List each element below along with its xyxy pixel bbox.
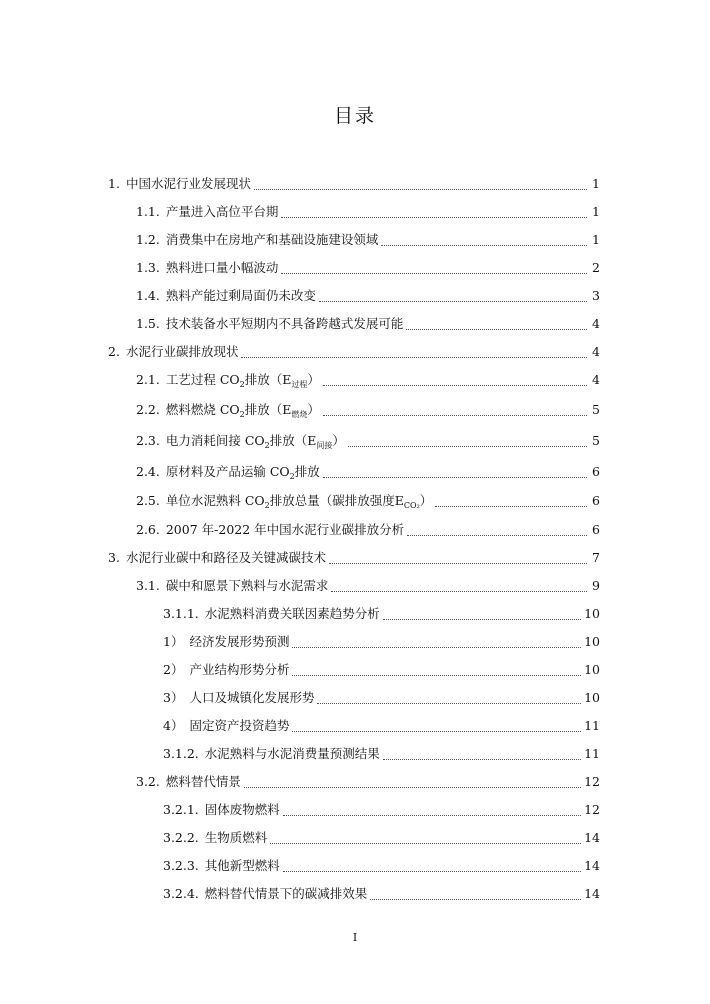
toc-entry-label: 产业结构形势分析 xyxy=(189,662,290,677)
toc-entry[interactable] xyxy=(163,716,600,736)
toc-entry-number: 3.1.2. xyxy=(163,746,199,761)
toc-entry-page: 9 xyxy=(592,578,600,593)
dot-leader xyxy=(323,415,587,416)
toc-entry-number: 2.6. xyxy=(136,522,160,537)
toc-entry-number: 2.3. xyxy=(136,433,160,448)
toc-entry-number: 3.2.1. xyxy=(163,802,199,817)
toc-entry-label: 固定资产投资趋势 xyxy=(189,718,290,733)
toc-entry-number: 1） xyxy=(163,634,184,649)
toc-entry-label: 人口及城镇化发展形势 xyxy=(189,690,315,705)
toc-entry-label: 固体废物燃料 xyxy=(204,802,280,817)
toc-entry[interactable] xyxy=(136,370,600,390)
dot-leader xyxy=(370,899,581,900)
dot-leader xyxy=(331,591,587,592)
dot-leader xyxy=(254,189,587,190)
toc-entry-label: 水泥熟料消费关联因素趋势分析 xyxy=(204,606,380,621)
dot-leader xyxy=(270,843,581,844)
toc-entry-label: 电力消耗间接 $CO_2$排放$(E_{间接})$ xyxy=(165,433,345,450)
toc-entry[interactable] xyxy=(136,400,600,420)
toc-entry-page: 10 xyxy=(584,634,600,649)
toc-entry-page: 14 xyxy=(584,858,600,873)
toc-entry-number: 1.5. xyxy=(136,316,160,331)
dot-leader xyxy=(283,815,581,816)
toc-entry-label: 燃料替代情景下的碳减排效果 xyxy=(204,886,368,901)
toc-entry-label: 碳中和愿景下熟料与水泥需求 xyxy=(165,578,329,593)
toc-entry-number: 3.1. xyxy=(136,578,160,593)
toc-entry-label: 水泥行业碳排放现状 xyxy=(125,344,239,359)
toc-entry-label: 技术装备水平短期内不具备跨越式发展可能 xyxy=(165,316,404,331)
toc-entry[interactable] xyxy=(108,548,600,568)
toc-entry[interactable] xyxy=(163,632,600,652)
toc-entry-label: 原材料及产品运输 $CO_2$排放 xyxy=(165,464,320,481)
toc-entry-label: 经济发展形势预测 xyxy=(189,634,290,649)
dot-leader xyxy=(319,301,587,302)
dot-leader xyxy=(348,446,587,447)
toc-entry[interactable] xyxy=(163,856,600,876)
toc-entry-label: 熟料进口量小幅波动 xyxy=(165,260,279,275)
toc-entry-number: 2.1. xyxy=(136,372,160,387)
toc-entry[interactable] xyxy=(136,230,600,250)
toc-entry-number: 3.2.2. xyxy=(163,830,199,845)
toc-entry-number: 1.2. xyxy=(136,232,160,247)
toc-entry[interactable] xyxy=(108,174,600,194)
toc-entry-label: 燃料替代情景 xyxy=(165,774,241,789)
toc-entry-number: 2. xyxy=(108,344,120,359)
dot-leader xyxy=(407,535,587,536)
toc-entry[interactable] xyxy=(108,342,600,362)
toc-entry-number: 1. xyxy=(108,176,120,191)
toc-entry-number: 3.1.1. xyxy=(163,606,199,621)
toc-entry-page: 12 xyxy=(584,774,600,789)
dot-leader xyxy=(283,871,581,872)
toc-entry[interactable] xyxy=(163,744,600,764)
toc-entry-page: 11 xyxy=(584,718,600,733)
toc-entry[interactable] xyxy=(136,286,600,306)
toc-entry-label: 其他新型燃料 xyxy=(204,858,280,873)
toc-entry-page: 10 xyxy=(584,662,600,677)
toc-entry[interactable] xyxy=(136,431,600,451)
page-number-footer: I xyxy=(352,931,358,944)
dot-leader xyxy=(381,245,587,246)
toc-entry-page: 3 xyxy=(592,288,600,303)
dot-leader xyxy=(323,477,587,478)
toc-entry-page: 4 xyxy=(592,344,600,359)
toc-entry-label: 生物质燃料 xyxy=(204,830,268,845)
toc-entry[interactable] xyxy=(136,314,600,334)
toc-entry-page: 14 xyxy=(584,830,600,845)
toc-entry-number: 2.2. xyxy=(136,402,160,417)
toc-entry[interactable] xyxy=(136,462,600,482)
toc-entry-number: 3. xyxy=(108,550,120,565)
dot-leader xyxy=(383,759,581,760)
toc-entry-number: 1.4. xyxy=(136,288,160,303)
toc-entry-label: 2007 年-2022 年中国水泥行业碳排放分析 xyxy=(165,522,405,537)
toc-entry-page: 6 xyxy=(592,522,600,537)
dot-leader xyxy=(292,731,581,732)
toc-entry-page: 5 xyxy=(592,402,600,417)
toc-entry-label: 消费集中在房地产和基础设施建设领域 xyxy=(165,232,379,247)
dot-leader xyxy=(435,506,587,507)
toc-entry[interactable] xyxy=(163,884,600,904)
toc-entry[interactable] xyxy=(136,202,600,222)
dot-leader xyxy=(292,675,581,676)
toc-entry-number: 1.1. xyxy=(136,204,160,219)
toc-entry-page: 1 xyxy=(592,204,600,219)
toc-entry-number: 3.2.3. xyxy=(163,858,199,873)
toc-entry[interactable] xyxy=(163,688,600,708)
toc-entry-page: 11 xyxy=(584,746,600,761)
dot-leader xyxy=(406,329,587,330)
toc-entry[interactable] xyxy=(163,800,600,820)
toc-entry-page: 2 xyxy=(592,260,600,275)
dot-leader xyxy=(292,647,581,648)
toc-entry-label: 燃料燃烧 $CO_2$排放$(E_{燃烧})$ xyxy=(165,402,320,419)
toc-entry[interactable] xyxy=(163,828,600,848)
dot-leader xyxy=(244,787,581,788)
page-title: 目录 xyxy=(333,105,376,127)
toc-entry-page: 10 xyxy=(584,606,600,621)
dot-leader xyxy=(323,385,587,386)
toc-entry-label: 工艺过程 $CO_2$排放$(E_{过程})$ xyxy=(165,372,320,389)
toc-entry[interactable] xyxy=(136,772,600,792)
toc-entry-number: 2.4. xyxy=(136,464,160,479)
toc-entry-number: 3.2.4. xyxy=(163,886,199,901)
toc-entry-page: 4 xyxy=(592,372,600,387)
toc-entry-page: 4 xyxy=(592,316,600,331)
toc-entry-number: 3） xyxy=(163,690,184,705)
toc-entry-label: 单位水泥熟料 $CO_2$排放总量（碳排放强度$E_{CO_2}$） xyxy=(165,493,433,510)
toc-entry-page: 5 xyxy=(592,433,600,448)
dot-leader xyxy=(281,273,587,274)
dot-leader xyxy=(241,357,587,358)
toc-entry-page: 12 xyxy=(584,802,600,817)
toc-entry-page: 1 xyxy=(592,176,600,191)
toc-entry[interactable] xyxy=(136,258,600,278)
toc-entry-label: 产量进入高位平台期 xyxy=(165,204,279,219)
toc-entry[interactable] xyxy=(136,520,600,540)
dot-leader xyxy=(317,703,581,704)
toc-entry-page: 14 xyxy=(584,886,600,901)
toc-entry[interactable] xyxy=(163,604,600,624)
toc-entry-page: 10 xyxy=(584,690,600,705)
toc-entry-label: 熟料产能过剩局面仍未改变 xyxy=(165,288,316,303)
toc-entry-page: 6 xyxy=(592,464,600,479)
toc-entry-page: 1 xyxy=(592,232,600,247)
dot-leader xyxy=(383,619,581,620)
toc-entry[interactable] xyxy=(163,660,600,680)
toc-entry-number: 2.5. xyxy=(136,493,160,508)
toc-entry-label: 水泥熟料与水泥消费量预测结果 xyxy=(204,746,380,761)
dot-leader xyxy=(329,563,587,564)
toc-entry-number: 4） xyxy=(163,718,184,733)
toc-entry-page: 7 xyxy=(592,550,600,565)
toc-entry-page: 6 xyxy=(592,493,600,508)
toc-entry-label: 水泥行业碳中和路径及关键减碳技术 xyxy=(125,550,326,565)
toc-entry-number: 3.2. xyxy=(136,774,160,789)
dot-leader xyxy=(281,217,587,218)
toc-entry[interactable] xyxy=(136,576,600,596)
toc-entry[interactable] xyxy=(136,491,600,511)
toc-entry-number: 2） xyxy=(163,662,184,677)
toc-entry-number: 1.3. xyxy=(136,260,160,275)
toc-entry-label: 中国水泥行业发展现状 xyxy=(125,176,251,191)
